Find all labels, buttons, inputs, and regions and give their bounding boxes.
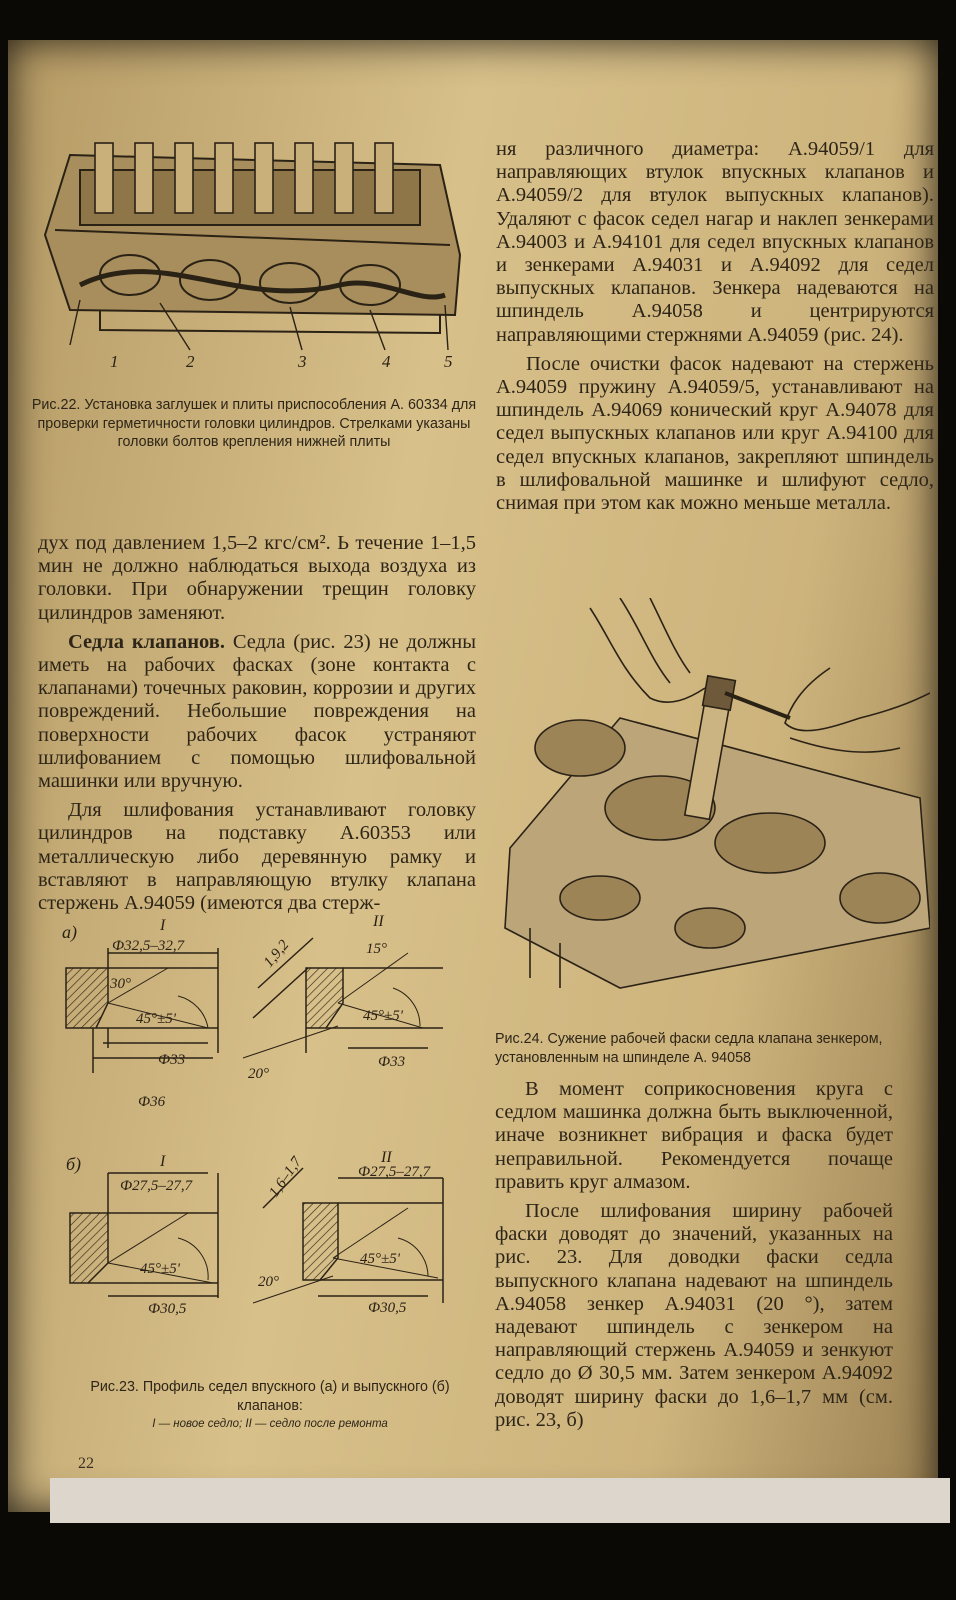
- paper-scrap: [50, 1478, 950, 1523]
- section-heading: Седла клапанов.: [68, 630, 225, 653]
- fig23-angle: 45°±5': [140, 1261, 180, 1277]
- fig22-label: 3: [298, 352, 307, 371]
- fig24-caption: Рис.24. Сужение рабочей фаски седла клапана зенкером, установленным на шпинделе А. 94058: [495, 1031, 883, 1066]
- fig23-roman: I: [160, 917, 166, 934]
- paragraph: После очистки фасок надевают на стержень А.94059 пружину А.94059/5, устанавливают на шпиндель А.94069 конический круг А.94078 для седел выпускных клапанов или круг А.94100 для седел впускных клапанов, закрепляют шпиндель в шлифовальной машинке и шлифуют седло, снимая при этом как можно меньше металла.: [496, 352, 934, 515]
- fig23-dim: Ф36: [138, 1094, 166, 1110]
- fig23-dim: Ф30,5: [148, 1301, 187, 1317]
- fig22-label: 1: [110, 352, 119, 371]
- page-number: 22: [78, 1455, 94, 1472]
- fig22-label: 2: [186, 352, 195, 371]
- fig23-angle: 15°: [366, 941, 387, 957]
- fig23-angle: 45°±5': [360, 1251, 400, 1267]
- right-column-text-bottom: [495, 1078, 893, 1438]
- fig23-caption: [60, 1378, 480, 1434]
- paragraph: Для шлифования устанавливают головку цилиндров на подставку А.60353 или металлическую либо деревянную рамку и вставляют в направляющую втулку клапана стержень А.94059 (имеются два стерж-: [38, 799, 476, 915]
- paragraph-text: Седла (рис. 23) не должны иметь на рабочих фасках (зоне контакта с клапанами) точечных раковин, коррозии и других повреждений. Небольшие повреждения на поверхности рабочих фасок устраняют шлифованием с помощью шлифовальной машинки или вручную.: [38, 630, 476, 793]
- paragraph: ня различного диаметра: А.94059/1 для направляющих втулок впускных клапанов и А.94059/2 для втулок выпускных клапанов). Удаляют с фасок седел нагар и наклеп зенкерами А.94003 и А.94101 для седел впускных клапанов и зенкерами А.94031 и А.94092 для седел выпускных клапанов. Зенкера надеваются на шпиндель А.94058 и центрируются направляющими стержнями А.94059 (рис. 24).: [496, 138, 934, 346]
- fig23-roman: II: [381, 1149, 392, 1166]
- fig23-dim: Ф33: [378, 1054, 406, 1070]
- fig23-roman: II: [373, 913, 384, 930]
- fig22-caption: Рис.22. Установка заглушек и плиты приспособления А. 60334 для проверки герметичности головки цилиндров. Стрелками указаны головки болтов крепления нижней плиты: [31, 397, 477, 450]
- fig23-angle: 45°±5': [136, 1011, 176, 1027]
- fig23-angle: 45°±5': [363, 1008, 403, 1024]
- fig22-cylinder-head-drawing: [40, 135, 470, 380]
- fig22-label: 5: [444, 352, 453, 371]
- fig23-dim: Ф32,5–32,7: [112, 938, 185, 954]
- fig23-letter: б): [66, 1154, 82, 1174]
- fig23-angle: 30°: [110, 976, 131, 992]
- fig24-countersink-drawing: [500, 598, 930, 1003]
- fig23-dim: Ф33: [158, 1052, 186, 1068]
- paragraph: [38, 631, 476, 793]
- paragraph: После шлифования ширину рабочей фаски доводят до значений, указанных на рис. 23. Для доводки фаски седла выпускного клапана надевают на шпиндель А.94058 зенкер А.94031 (20 °), затем надевают шпиндель с зенкером на направляющий стержень А.94059 и зенкуют седло до Ø 30,5 мм. Затем зенкером А.94092 доводят ширину фаски до 1,6–1,7 мм (см. рис. 23, б): [495, 1200, 893, 1431]
- fig23-caption-text: Рис.23. Профиль седел впускного (а) и выпускного (б) клапанов:: [90, 1379, 450, 1414]
- fig23-valve-seat-profiles: [48, 908, 478, 1356]
- fig23-angle: 20°: [258, 1274, 279, 1290]
- right-column-text-top: [496, 138, 934, 521]
- fig23-roman: I: [160, 1153, 166, 1170]
- fig23-dim: Ф27,5–27,7: [120, 1178, 193, 1194]
- fig23-letter: а): [62, 922, 77, 942]
- fig23-legend: I — новое седло; II — седло после ремонта: [152, 1418, 388, 1430]
- paragraph: дух под давлением 1,5–2 кгс/см². Ь течение 1–1,5 мин не должно наблюдаться выхода воздуха из головки. При обнаружении трещин головку цилиндров заменяют.: [38, 532, 476, 624]
- fig23-dim: 1,6–1,7: [266, 1154, 306, 1201]
- fig22-label: 4: [382, 352, 391, 371]
- left-column-text: [38, 532, 476, 921]
- fig23-dim: 1,9,2: [260, 937, 293, 971]
- paragraph: В момент соприкосновения круга с седлом машинка должна быть выключенной, иначе возникнет вибрация и фаска будет неправильной. Рекомендуется почаще править круг алмазом.: [495, 1078, 893, 1193]
- fig23-dim: Ф27,5–27,7: [358, 1164, 431, 1180]
- fig23-dim: Ф30,5: [368, 1300, 407, 1316]
- fig23-angle: 20°: [248, 1066, 269, 1082]
